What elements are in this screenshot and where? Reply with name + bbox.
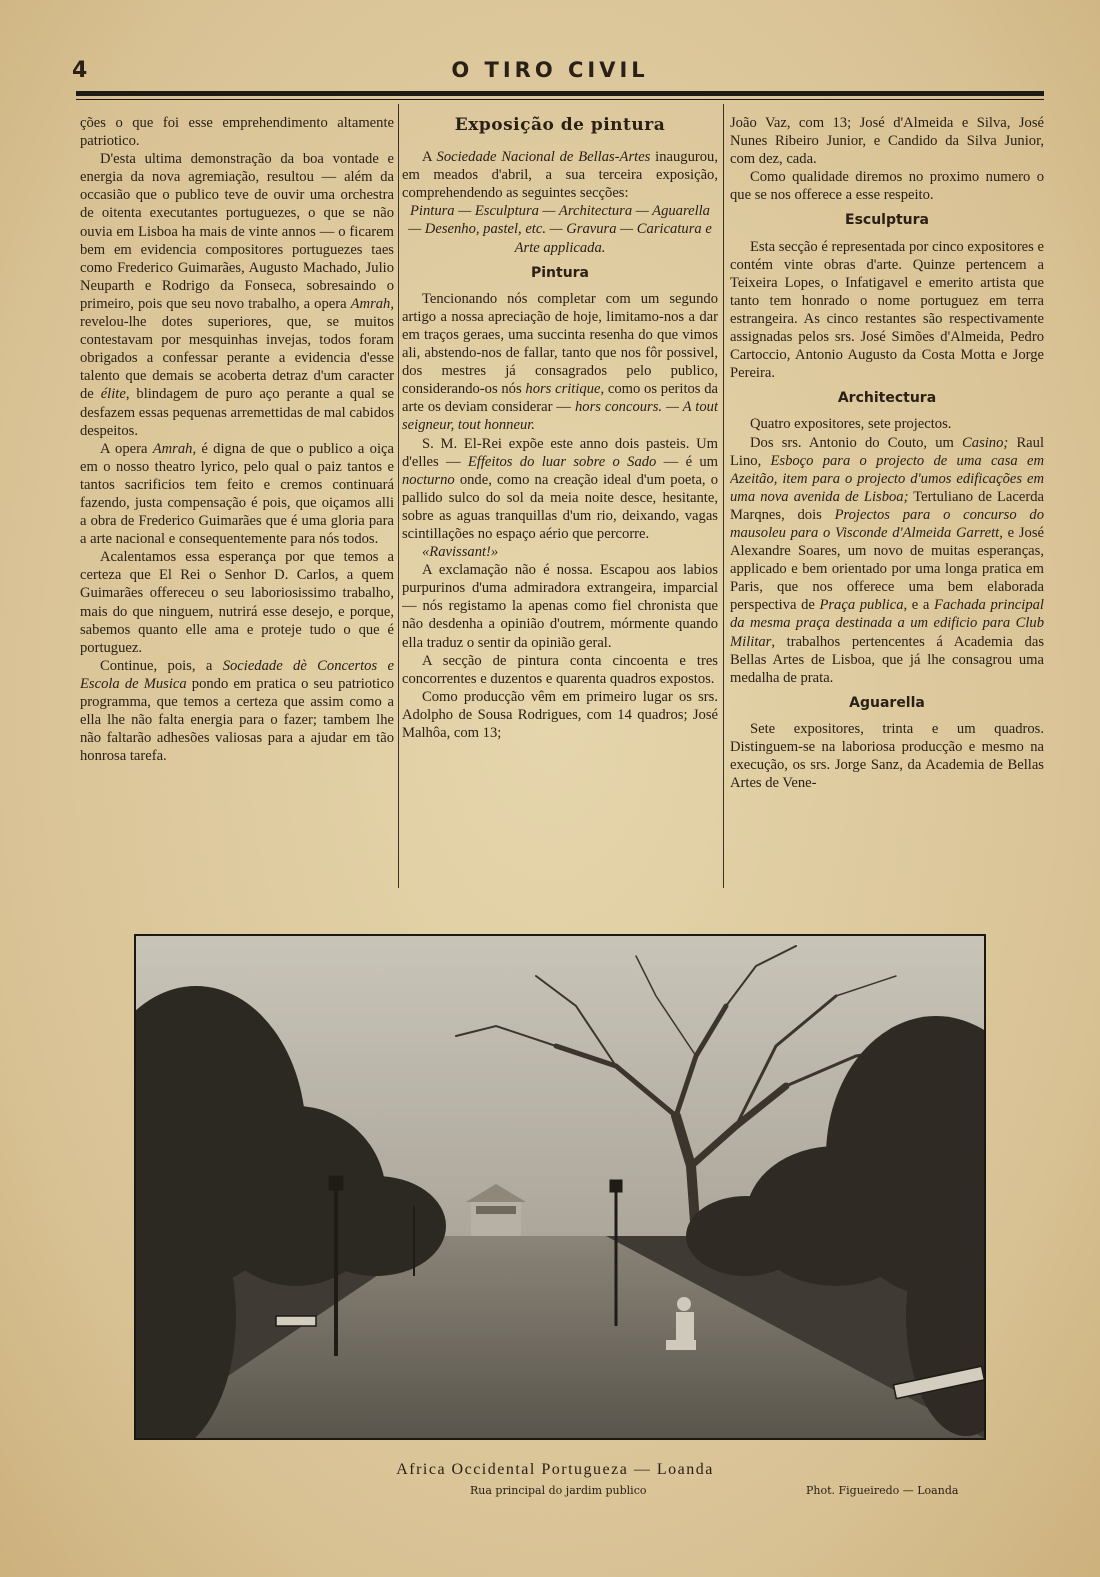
- masthead-title: O TIRO CIVIL: [451, 58, 649, 82]
- paragraph: João Vaz, com 13; José d'Almeida e Silva, José Nunes Ribeiro Junior, e Candido da Silva Junior, com dez, cada.: [730, 115, 1044, 168]
- paragraph: A secção de pintura conta cincoenta e tres concorrentes e duzentos e quarenta quadros expostos.: [402, 652, 718, 687]
- paragraph: A Sociedade Nacional de Bellas-Artes inaugurou, em meados d'abril, a sua terceira exposição, comprehendendo as seguintes secções:: [402, 149, 718, 202]
- section-heading-aguarella: Aguarella: [849, 694, 925, 711]
- column-separator: [723, 104, 724, 888]
- paragraph: Como qualidade diremos no proximo numero o que se nos offerece a esse respeito.: [730, 169, 1044, 204]
- paragraph: Sete expositores, trinta e um quadros. Distinguem-se na laboriosa producção e mesmo na execução, os srs. Jorge Sanz, da Academia de Bellas Artes de Vene-: [730, 720, 1044, 792]
- text-column-2: [402, 114, 718, 894]
- paragraph: S. M. El-Rei expõe este anno dois pasteis. Um d'elles — Effeitos do luar sobre o Sado — é um nocturno onde, como na creação ideal d'um poeta, o pallido sulco do sol da meia noite desce, hesitante, sobre as aguas tranquillas d'um rio, deixando, vagas scintillações no espaço aério que percorre.: [402, 435, 718, 542]
- paragraph: A exclamação não é nossa. Escapou aos labios purpurinos d'uma admiradora extrangeira, imparcial — nós registamo la apenas como fiel chronista que não desdenha a opinião d'outrem, mórmente quando ella traduz o sentir da opinião geral.: [402, 562, 718, 651]
- section-heading-esculptura: Esculptura: [845, 212, 929, 229]
- garden-photograph: [134, 934, 986, 1440]
- section-heading-pintura: Pintura: [530, 264, 590, 281]
- paragraph: D'esta ultima demonstração da boa vontade e energia da nova agremiação, resultou — além da occasião que o publico teve de ouvir uma orchestra de oitenta executantes portuguezes, o que se não ouvia em Lisboa ha mais de vinte annos — o ficarem bem em evidencia compositores portuguezes taes como Frederico Guimarães, Augusto Machado, Julio Neuparth e Rodrigo da Fonseca, sobresaindo o primeiro, pois que seu novo trabalho, a opera Amrah, revelou-lhe dotes superiores, que, se muitos contestavam por mesquinhas invejas, todos foram obrigados a confessar perante a evidencia d'esse talento que demais se acoberta detraz d'um caracter de élite, blindagem de puro aço perante a qual se desfazem essas pequenas arremettidas de mal cabidos despeitos.: [80, 151, 394, 439]
- paragraph: Continue, pois, a Sociedade dè Concertos e Escola de Musica pondo em pratica o seu patriotico programma, que temos a certeza que assim como a ella lhe não falta energia para o fazer; tambem lhe não faltarão adhesões valiosas para a ajudar em tão honrosa tarefa.: [80, 657, 394, 765]
- paragraph: Como producção vêm em primeiro lugar os srs. Adolpho de Sousa Rodrigues, com 14 quadros; José Malhôa, com 13;: [402, 688, 718, 741]
- paragraph: ções o que foi esse emprehendimento altamente patriotico.: [80, 115, 394, 150]
- article-title: Exposição de pintura: [454, 115, 666, 135]
- header-rule-thin: [76, 99, 1044, 100]
- column-separator: [398, 104, 399, 888]
- section-heading-architectura: Architectura: [837, 390, 937, 407]
- garden-scene-illustration: [136, 936, 984, 1438]
- text-column-1: [80, 114, 394, 894]
- paragraph: «Ravissant!»: [422, 544, 499, 561]
- photo-caption-subtitle: Rua principal do jardim publico: [470, 1484, 647, 1497]
- page-number: 4: [72, 58, 88, 83]
- paragraph: Tencionando nós completar com um segundo artigo a nossa apreciação de hoje, limitamo-nos a dar em traços geraes, uma succinta resenha do que vimos ali, abstendo-nos de fallar, tanto que nos fôr possivel, dos mestres já consagrados pelo publico, considerando-os nós hors critique, como os peritos da arte os deviam considerar — hors concours. — A tout seigneur, tout honneur.: [402, 290, 718, 434]
- paragraph: Acalentamos essa esperança por que temos a certeza que El Rei o Senhor D. Carlos, a quem Guimarães offereceu o seu laboriosissimo trabalho, mais do que ninguem, nutrirá esse desejo, e porque, sabemos quanto elle ama e proteje tudo o que é portuguez.: [80, 549, 394, 656]
- paragraph: A opera Amrah, é digna de que o publico a oiça em o nosso theatro lyrico, pelo qual o paiz tantos e tantos sacrificios tem feito e cremos continuará fazendo, justa compensação é pois, que oiçamos alli a obra de Frederico Guimarães que é uma gloria para a arte nacional e consequentemente para nós todos.: [80, 440, 394, 548]
- photo-caption-title: Africa Occidental Portugueza — Loanda: [396, 1461, 714, 1478]
- paragraph: Dos srs. Antonio do Couto, um Casino; Raul Lino, Esboço para o projecto de uma casa em Azeitão, item para o projecto d'umos edificações em uma nova avenida de Lisboa; Tertuliano de Lacerda Marqnes, dois Projectos para o concurso do mausoleu para o Visconde d'Almeida Garrett, e José Alexandre Soares, um novo de muitas esperanças, applicado e bem orientado por uma longa pratica em Paris, que nos offerece uma bem elaborada perspectiva de Praça publica, e a Fachada principal da mesma praça destinada a um edificio para Club Militar, trabalhos pertencentes á Academia das Bellas Artes de Lisboa, que já lhe consagrou uma medalha de prata.: [730, 434, 1044, 686]
- paragraph: Quatro expositores, sete projectos.: [750, 416, 952, 433]
- text-column-3: [730, 114, 1044, 894]
- photo-credit: Phot. Figueiredo — Loanda: [806, 1484, 959, 1497]
- sections-list: Pintura — Esculptura — Architectura — Aguarella — Desenho, pastel, etc. — Gravura — Caricatura e Arte applicada.: [408, 203, 712, 256]
- header-rule-thick: [76, 91, 1044, 96]
- paragraph: Esta secção é representada por cinco expositores e contém vinte obras d'arte. Quinze pertencem a Teixeira Lopes, o Infatigavel e emerito artista que tanto tem honrado o nome portuguez em terra estrangeira. As cinco restantes são respectivamente assignadas pelos srs. José Simões d'Almeida, Pedro Cartoccio, Antonio Augusto da Costa Motta e Jorge Pereira.: [730, 238, 1044, 382]
